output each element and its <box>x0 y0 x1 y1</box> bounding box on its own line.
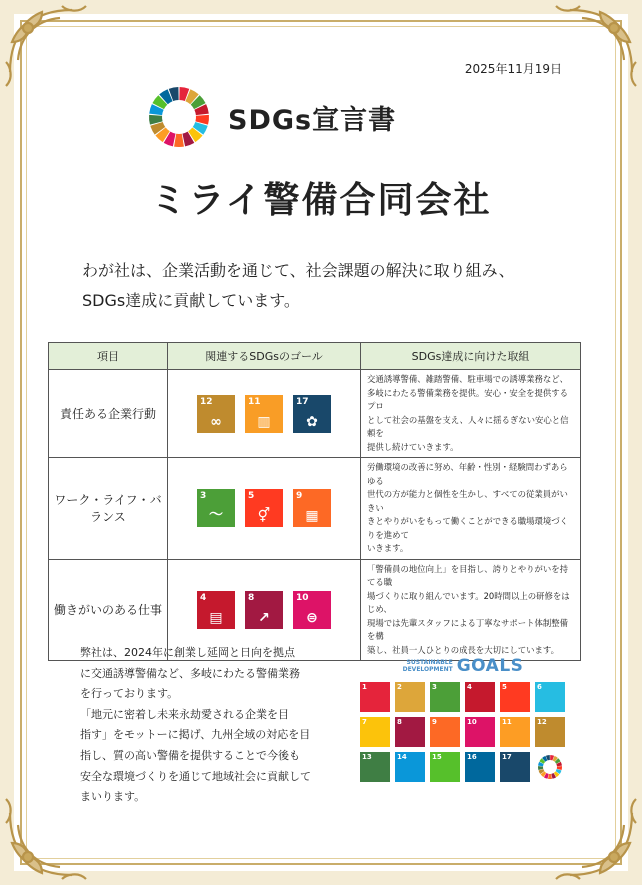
sdg-goals-poster <box>360 656 566 782</box>
about-line: に交通誘導警備など、多岐にわたる警備業務 <box>80 666 300 680</box>
logo-line-development: DEVELOPMENT <box>402 666 453 673</box>
goal-number: 17 <box>296 396 309 407</box>
infinity-icon: ∞ <box>210 413 222 430</box>
goal-tile-number: 12 <box>537 718 547 726</box>
row-initiative-text <box>361 559 581 661</box>
sdg-goal-tile-7 <box>360 717 390 747</box>
city-icon: ▥ <box>257 413 271 430</box>
sdg-initiatives-table <box>48 342 581 661</box>
about-line: 弊社は、2024年に創業し延岡と日向を拠点 <box>80 646 295 659</box>
corner-ornament-icon <box>550 2 640 92</box>
goal-tile-number: 7 <box>362 718 367 726</box>
sdg-goal-5-icon <box>245 489 283 527</box>
goal-number: 11 <box>248 396 261 407</box>
sdg-goal-9-icon <box>293 489 331 527</box>
sdg-goal-tile-1 <box>360 682 390 712</box>
goal-tile-number: 2 <box>397 683 402 691</box>
table-header-row <box>49 343 581 370</box>
goal-number: 5 <box>248 491 255 502</box>
declaration-statement <box>82 256 515 316</box>
goal-tile-number: 15 <box>432 753 442 761</box>
about-line: 指す」をモットーに掲げ、九州全域の対応を目 <box>80 728 311 742</box>
sdg-goal-tile-15 <box>430 752 460 782</box>
sdg-goal-tile-6 <box>535 682 565 712</box>
sdg-goals-logo <box>360 656 566 676</box>
initiative-line: 提供し続けていきます。 <box>367 441 459 452</box>
goal-tile-number: 11 <box>502 718 512 726</box>
document-header <box>148 86 396 148</box>
initiative-line: 交通誘導警備、雑踏警備、駐車場での誘導業務など、 <box>367 374 568 384</box>
table-row <box>49 370 581 458</box>
wheel-segment <box>548 774 552 779</box>
sdg-goal-tile-14 <box>395 752 425 782</box>
declaration-date: 2025年11月19日 <box>464 62 562 76</box>
document-title: SDGs宣言書 <box>228 104 397 136</box>
logo-goals-word: GOALS <box>456 656 524 676</box>
header-goals: 関連するSDGsのゴール <box>168 343 361 370</box>
row-goal-icons <box>168 458 361 560</box>
initiative-line: 場づくりに取り組んでいます。20時間以上の研修をはじめ、 <box>367 590 570 614</box>
sdg-goal-tile-4 <box>465 682 495 712</box>
logo-line-sustainable: SUSTAINABLE <box>406 659 453 666</box>
sdg-goal-8-icon <box>245 591 283 629</box>
sdg-goal-tile-17 <box>500 752 530 782</box>
sdg-goal-tile-10 <box>465 717 495 747</box>
corner-ornament-icon <box>550 793 640 883</box>
goal-tile-number: 5 <box>502 683 507 691</box>
goal-tile-number: 10 <box>467 718 477 726</box>
goal-tile-number: 8 <box>397 718 402 726</box>
corner-ornament-icon <box>2 793 92 883</box>
initiative-line: 世代の方が能力と個性を生かし、すべての従業員がいきい <box>367 489 568 513</box>
sdg-goal-tile-3 <box>430 682 460 712</box>
initiative-line: 多岐にわたる警備業務を提供。安心・安全を提供するプロ <box>367 387 568 411</box>
sdg-goal-tile-9 <box>430 717 460 747</box>
goal-tile-number: 13 <box>362 753 372 761</box>
sdg-goal-tile-5 <box>500 682 530 712</box>
goal-tile-number: 3 <box>432 683 437 691</box>
statement-line: SDGs達成に貢献しています。 <box>82 291 300 310</box>
header-initiatives: SDGs達成に向けた取組 <box>361 343 581 370</box>
goal-number: 3 <box>200 491 207 502</box>
about-line: 指し、質の高い警備を提供することで今後も <box>80 748 300 762</box>
goal-number: 10 <box>296 592 309 603</box>
header-item: 項目 <box>49 343 168 370</box>
goal-tile-number: 14 <box>397 753 407 761</box>
goal-number: 9 <box>296 491 303 502</box>
initiative-line: 築し、社員一人ひとりの成長を大切にしています。 <box>367 644 559 655</box>
row-initiative-text <box>361 370 581 458</box>
sdg-goal-tile-8 <box>395 717 425 747</box>
initiative-line: として社会の基盤を支え、人々に揺るぎない安心と信頼を <box>367 414 569 438</box>
sdg-goal-17-icon <box>293 395 331 433</box>
goal-tile-number: 9 <box>432 718 437 726</box>
gender-icon: ⚥ <box>257 508 271 525</box>
goal-tile-number: 1 <box>362 683 367 691</box>
goal-tile-number: 4 <box>467 683 472 691</box>
row-item-label: ワーク・ライフ・バランス <box>49 458 168 560</box>
initiative-line: いきます。 <box>367 543 409 553</box>
initiative-line: きとやりがいをもって働くことができる職場環境づくりを進めて <box>367 516 568 540</box>
row-item-label: 責任ある企業行動 <box>49 370 168 458</box>
corner-ornament-icon <box>2 2 92 92</box>
sdg-goal-3-icon <box>197 489 235 527</box>
cubes-icon: ▦ <box>305 508 319 525</box>
about-line: まいります。 <box>80 790 146 804</box>
initiative-line: 「警備員の地位向上」を目指し、誇りとやりがいを持てる職 <box>367 563 568 587</box>
about-line: 安全な環境づくりを通じて地域社会に貢献して <box>80 769 311 783</box>
goal-number: 4 <box>200 592 207 603</box>
wheel-segment <box>174 134 184 147</box>
initiative-line: 労働環境の改善に努め、年齢・性別・経験問わずあらゆる <box>367 462 568 486</box>
table-row <box>49 458 581 560</box>
book-icon: ▤ <box>209 609 223 626</box>
sdg-goal-tile-11 <box>500 717 530 747</box>
sdg-goal-4-icon <box>197 591 235 629</box>
statement-line: わが社は、企業活動を通じて、社会課題の解決に取り組み、 <box>82 261 515 280</box>
about-line: 「地元に密着し未来永劫愛される企業を目 <box>80 707 289 721</box>
company-name: ミライ警備合同会社 <box>150 180 492 221</box>
sdg-goal-10-icon <box>293 591 331 629</box>
flower-icon: ✿ <box>306 413 318 430</box>
row-initiative-text <box>361 458 581 560</box>
sdg-goal-tile-12 <box>535 717 565 747</box>
sdg-goal-tile-13 <box>360 752 390 782</box>
equality-icon: ⊜ <box>306 609 318 626</box>
sdg-goal-12-icon <box>197 395 235 433</box>
sdg-goals-grid <box>360 682 566 782</box>
about-line: を行っております。 <box>80 687 179 701</box>
row-goal-icons <box>168 370 361 458</box>
initiative-line: 現場では先輩スタッフによる丁寧なサポート体制整備を構 <box>367 617 568 641</box>
heartbeat-icon: 〜 <box>209 507 223 524</box>
growth-chart-icon: ↗ <box>258 609 270 626</box>
goal-tile-number: 6 <box>537 683 542 691</box>
sdg-goal-tile-2 <box>395 682 425 712</box>
row-item-label: 働きがいのある仕事 <box>49 559 168 661</box>
goal-tile-number: 16 <box>467 753 477 761</box>
sdgs-wheel-icon <box>148 86 210 148</box>
sdg-goal-tile-16 <box>465 752 495 782</box>
sdg-goal-11-icon <box>245 395 283 433</box>
sdgs-wheel-small-icon <box>535 752 565 782</box>
goal-tile-number: 17 <box>502 753 512 761</box>
goal-number: 8 <box>248 592 255 603</box>
company-about <box>80 643 311 808</box>
goal-number: 12 <box>200 396 213 407</box>
